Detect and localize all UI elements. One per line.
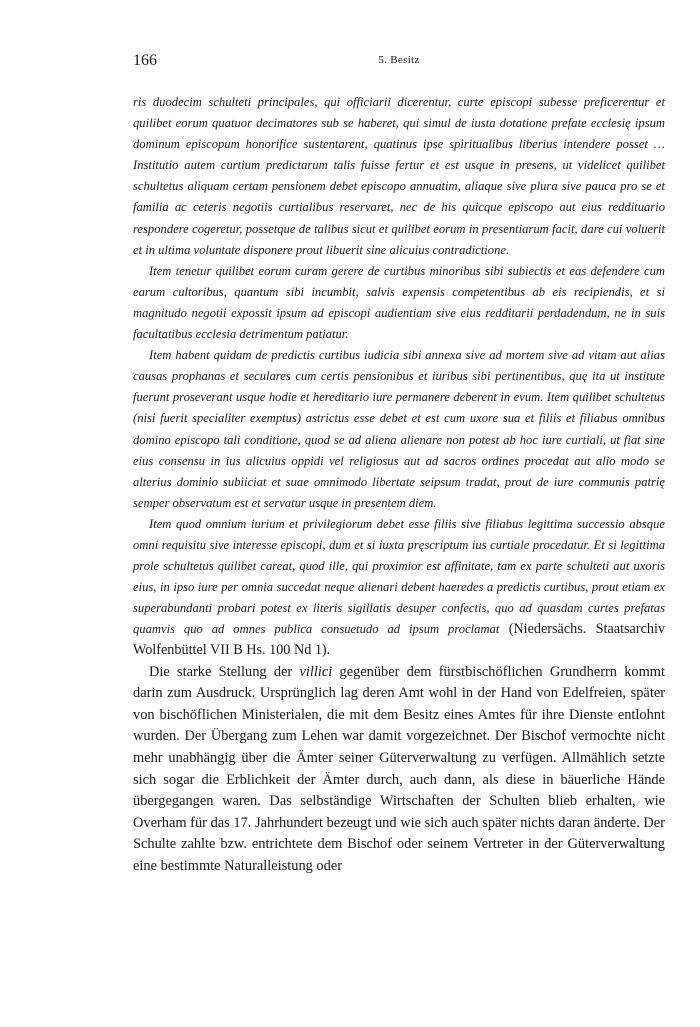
running-head: 5. Besitz: [378, 54, 420, 66]
source-citation: (Niedersächs. Staatsarchiv Wolfenbüttel VII B Hs. 100 Nd 1).: [133, 621, 665, 659]
quote-paragraph: Item tenetur quilibet eorum curam gerere de curtibus minoribus sibi subiectis et eas defendere cum earum cultoribus, quantum sibi incumbit, salvis expensis competentibus ab eis recipiendis, et si magnitudo negotii expossit ipsum ad episcopi audientiam sive eius redditarii perdadendum, ne in suis facultatibus ecclesia detrimentum patiatur.: [133, 263, 665, 342]
quote-paragraph: [133, 514, 665, 662]
latin-quotation: [133, 92, 665, 662]
quote-paragraph: Item habent quidam de predictis curtibus iudicia sibi annexa sive ad mortem sive ad vitam aut alias causas prophanas et seculares cum certis pensionibus et iuribus sibi pertinentibus, quę ita ut institute fuerunt proseverant usque hodie et hereditario iure permanere deberent in evum. Item quilibet schultetus (nisi fuerit specialiter exemptus) astrictus esse debet et est cum uxore sua et filiis et filiabus omnibus domino episcopo tali conditione, quod se ad aliena alienare non potest ab hoc iure curtiali, ut fiat sine eius consensu in ius alicuius oppidi vel religiosus aut ad sacros ordines procedat aut alio modo se alterius dominio subiiciat et suae omnimodo libertate seipsum tradat, prout de iure communis patrię semper observatum est et servatur usque in presentem diem.: [133, 348, 665, 510]
quote-paragraph: ris duodecim schulteti principales, qui officiarii dicerentur, curte episcopi subesse preficerentur et quilibet eorum quatuor decimatores sub se haberet, qui simul de iusta dotatione prefate ecclesię ipsum dominum episcopum honorifice sustentarent, quatinus ipse spiritualibus liberius intendere posset … Institutio autem curtium predictarum talis fuisse fertur et est usque in presens, ut videlicet quilibet schultetus aliquam certam pensionem debet episcopo annuatim, aliaque sive plura sive pauca pro se et familia ac ceteris negotiis curtialibus reservaret, nec de his quicque episcopo aut eius reddituario respondere cogeretur, possetque de talibus sicut et quilibet eorum in presentiarum facit, dare cui voluerit et in ultima voluntate disponere prout libuerit sine alicuius contradictione.: [133, 95, 665, 257]
page-number: 166: [133, 52, 157, 69]
body-paragraph: [133, 662, 665, 878]
book-page: [133, 52, 665, 877]
quote-text: Item quod omnium iurium et privilegiorum debet esse filiis sive filiabus legittima successio absque omni requisitu sive interesse episcopi, dum et si iuxta pręscriptum ius curtiale procedatur. Et si legittima prole schultetus quilibet careat, quod ille, qui proximior est affinitate, tam ex parte schulteti aut uxoris eius, in ipso iure per omnia succedat neque alienari debent haeredes a predictis curtibus, prout etiam ex superabundanti probari potest ex literis sigillatis desuper confectis, quo ad quasdam curtes prefatas quamvis quo ad omnes publica consuetudo ad ipsum proclamat: [133, 516, 665, 637]
page-header: [133, 52, 665, 76]
body-text-segment: Die starke Stellung der: [149, 663, 300, 680]
body-text: [133, 662, 665, 878]
body-text-segment: gegenüber dem fürstbischöflichen Grundherrn kommt darin zum Ausdruck. Ursprünglich lag deren Amt wohl in der Hand von Edelfreien, später von bischöflichen Ministerialen, die mit dem Besitz eines Amtes für ihre Dienste entlohnt wurden. Der Übergang zum Lehen war damit vorgezeichnet. Der Bischof vermochte nicht mehr unabhängig über die Ämter seiner Güterverwaltung zu verfügen. Allmählich setzte sich sogar die Erblichkeit der Ämter durch, auch dann, als diese in bäuerliche Hände übergegangen waren. Das selbständige Wirtschaften der Schulten blieb erhalten, wie Overham für das 17. Jahrhundert bezeugt und wie sich auch später nichts daran änderte. Der Schulte zahlte bzw. entrichtete dem Bischof oder seinem Vertreter in der Güterverwaltung eine bestimmte Naturalleistung oder: [133, 663, 666, 874]
latin-term: villici: [299, 663, 333, 680]
